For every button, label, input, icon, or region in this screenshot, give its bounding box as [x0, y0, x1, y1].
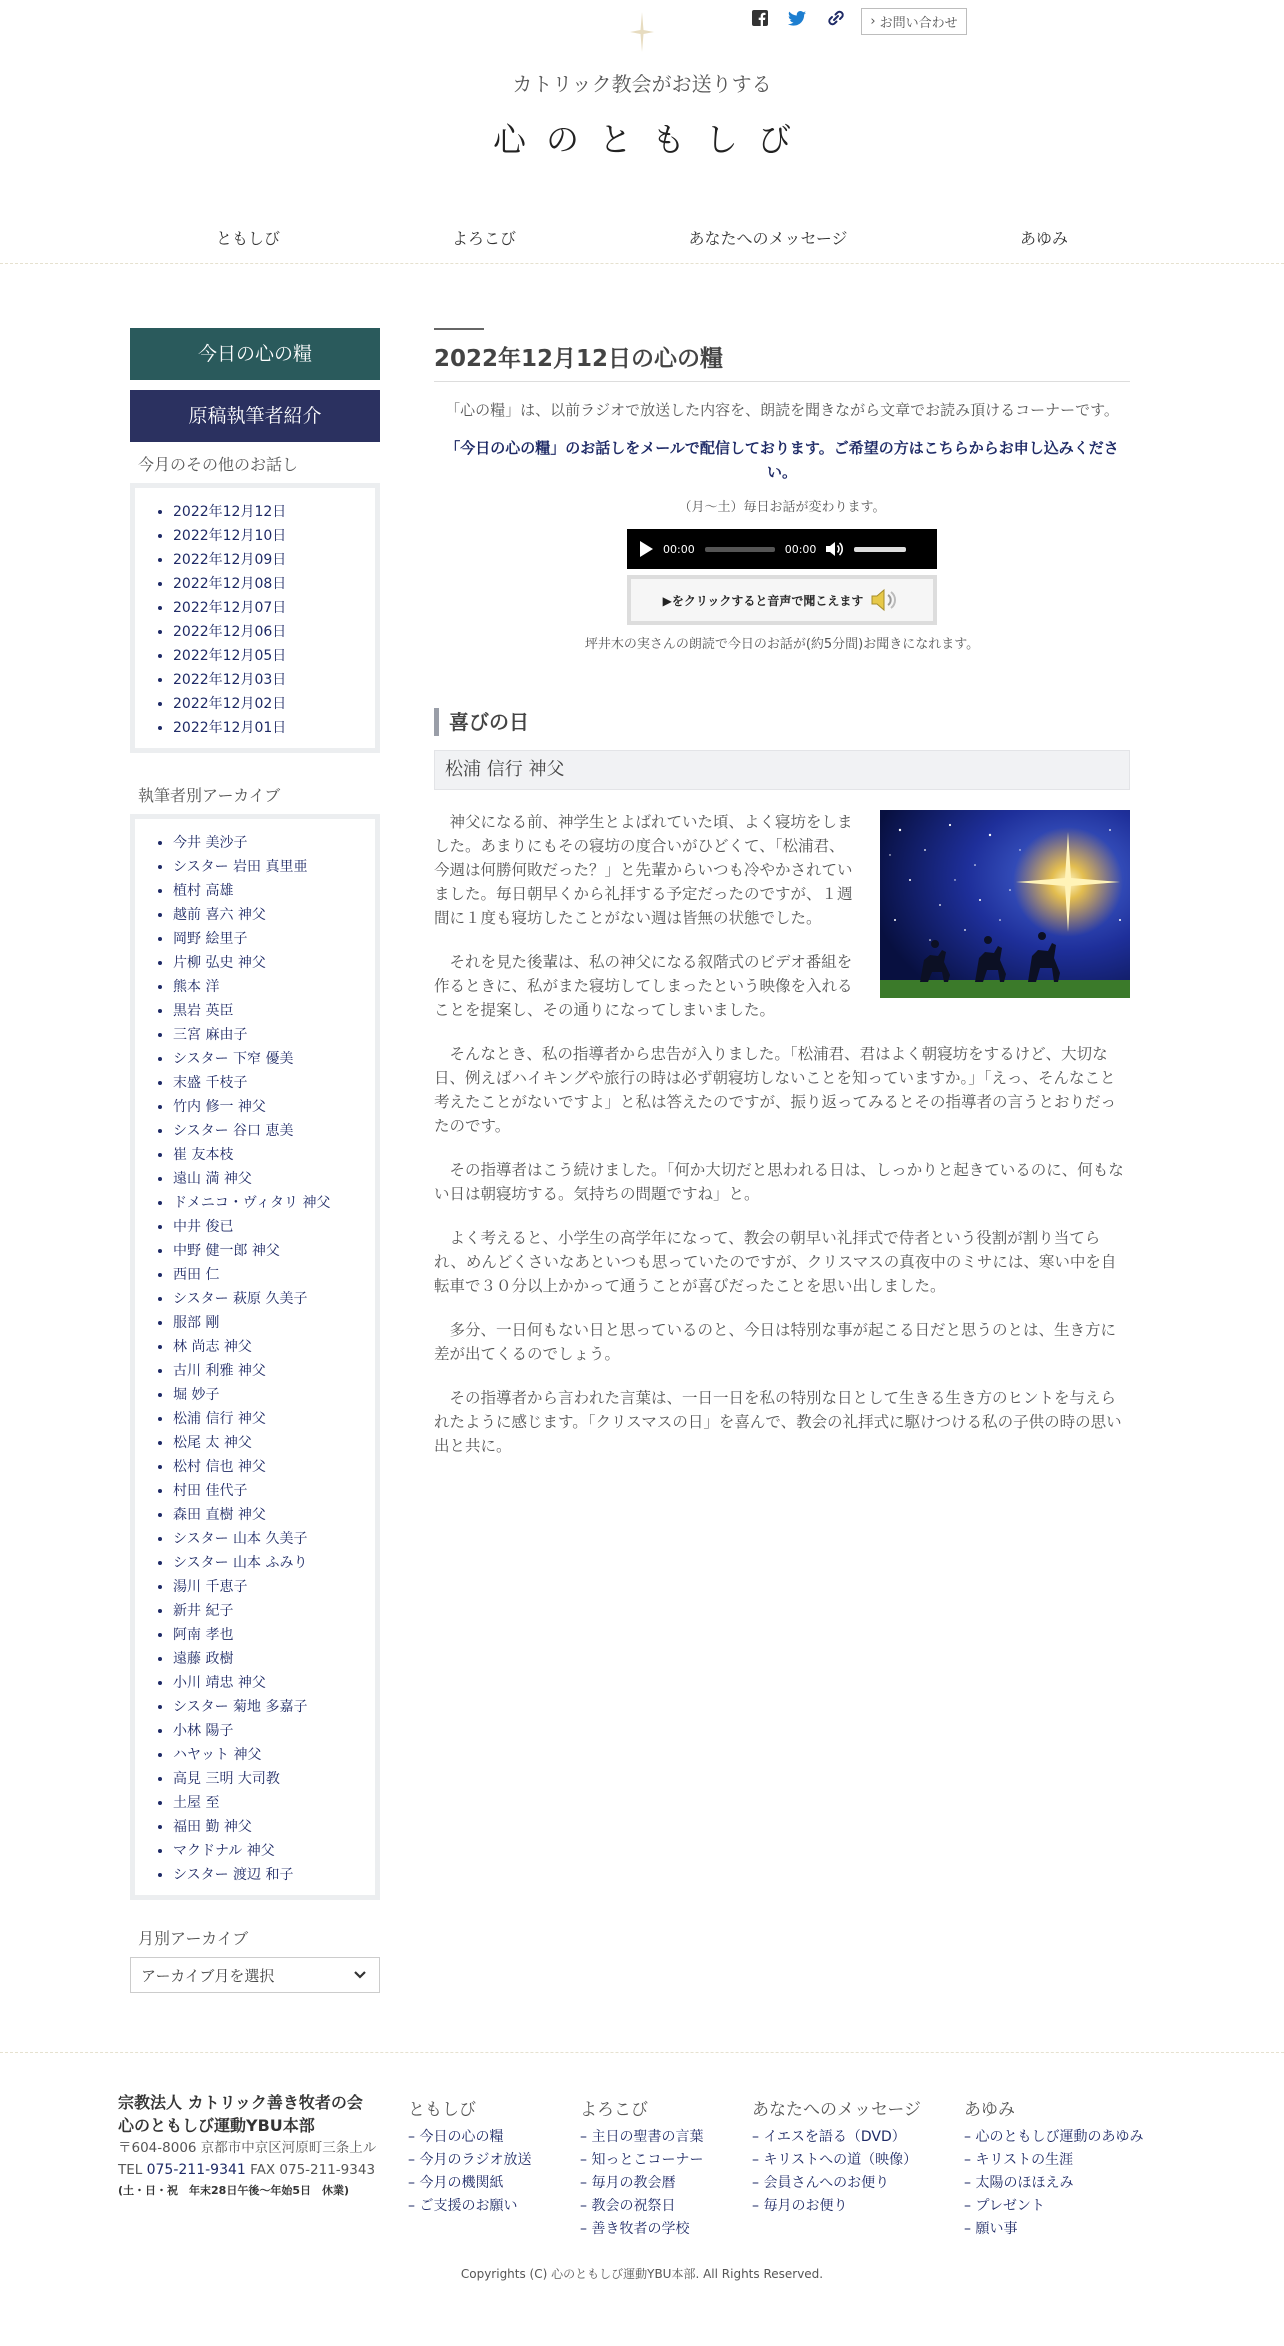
author-link[interactable]: • 崔 友本枝 — [173, 1143, 375, 1167]
author-link[interactable]: • 高見 三明 大司教 — [173, 1767, 375, 1791]
dates-list-box — [130, 483, 380, 753]
footer-link-label: 善き牧者の学校 — [591, 2221, 690, 2237]
author-link[interactable]: • シスター 岩田 真里亜 — [173, 855, 375, 879]
site-title[interactable]: 心のともしび — [493, 120, 811, 159]
nav-item-message[interactable]: あなたへのメッセージ — [688, 229, 848, 248]
story-paragraph: それを見た後輩は、私の神父になる叙階式のビデオ番組を作るときに、私がまた寝坊してしまったという映像を入れることを提案し、その通りになってしまいました。 — [434, 953, 853, 1019]
footer-col-heading: あなたへのメッセージ — [752, 2100, 921, 2120]
footer-link[interactable] — [964, 2195, 1143, 2218]
author-link[interactable]: • 村田 佳代子 — [173, 1479, 375, 1503]
date-link[interactable]: • 2022年12月01日 — [173, 716, 375, 740]
daily-note: （月～土）毎日お話が変わります。 — [678, 500, 886, 515]
author-link[interactable]: • ドメニコ・ヴィタリ 神父 — [173, 1191, 375, 1215]
footer-link[interactable] — [752, 2172, 921, 2195]
author-link[interactable]: • シスター 萩原 久美子 — [173, 1287, 375, 1311]
dash-icon: – — [580, 2152, 592, 2168]
org-contact — [118, 2159, 398, 2181]
nav-item-ayumi[interactable]: あゆみ — [1019, 229, 1069, 248]
author-link[interactable]: • シスター 下窄 優美 — [173, 1047, 375, 1071]
author-link[interactable]: • 黒岩 英臣 — [173, 999, 375, 1023]
author-link[interactable]: • 松村 信也 神父 — [173, 1455, 375, 1479]
site-header — [0, 0, 1284, 264]
dates-list — [135, 500, 375, 740]
dash-icon: – — [580, 2175, 592, 2191]
footer-link[interactable] — [752, 2149, 921, 2172]
story-paragraph: 神父になる前、神学生とよばれていた頃、よく寝坊をしました。あまりにもその寝坊の度合いがひどくて、「松浦君、今週は何勝何敗だった？」と先輩からいつも冷やかされていました。毎日朝早くから礼拝する予定だったのですが、１週間に１度も寝坊したことがない週は皆無の状態でした。 — [434, 813, 853, 927]
link-icon[interactable] — [826, 10, 846, 26]
footer-link-label: キリストへの道（映像） — [763, 2152, 918, 2168]
author-link[interactable]: • 末盛 千枝子 — [173, 1071, 375, 1095]
footer-link-label: 太陽のほほえみ — [975, 2175, 1074, 2191]
footer-link[interactable] — [408, 2195, 531, 2218]
dash-icon: – — [964, 2129, 976, 2145]
sparkle-icon — [630, 12, 654, 52]
tel-number[interactable]: 075-211-9341 — [146, 2162, 246, 2178]
twitter-icon[interactable] — [788, 11, 806, 26]
dash-icon: – — [408, 2129, 420, 2145]
dash-icon: – — [408, 2175, 420, 2191]
author-link[interactable]: • 湯川 千恵子 — [173, 1575, 375, 1599]
monthly-archive-select[interactable] — [130, 1957, 380, 1993]
dash-icon: – — [964, 2221, 976, 2237]
footer-link-label: 会員さんへのお便り — [763, 2175, 890, 2191]
author-link[interactable]: • 熊本 洋 — [173, 975, 375, 999]
tel-label: TEL — [118, 2162, 143, 2178]
audio-player — [627, 529, 937, 569]
chevron-right-icon: › — [870, 14, 876, 29]
author-link[interactable]: • 今井 美沙子 — [173, 831, 375, 855]
authors-archive-heading: 執筆者別アーカイブ — [138, 786, 281, 805]
footer-link-label: ご支援のお願い — [419, 2198, 518, 2214]
copyright: Copyrights (C) 心のともしび運動YBU本部. All Rights Reserved. — [460, 2267, 824, 2281]
dash-icon: – — [752, 2175, 764, 2191]
contact-button[interactable] — [861, 8, 967, 35]
main-content — [434, 328, 1130, 1478]
footer-link[interactable] — [964, 2149, 1143, 2172]
audio-current-time: 00:00 — [663, 542, 695, 556]
audio-progress-slider[interactable] — [705, 547, 775, 552]
footer-link[interactable] — [408, 2149, 531, 2172]
author-link[interactable]: • 西田 仁 — [173, 1263, 375, 1287]
chevron-down-icon — [353, 1970, 367, 1980]
date-link[interactable]: • 2022年12月03日 — [173, 668, 375, 692]
author-link[interactable]: • 植村 高雄 — [173, 879, 375, 903]
dash-icon: – — [752, 2198, 764, 2214]
author-link[interactable]: • 堀 妙子 — [173, 1383, 375, 1407]
author-link[interactable]: • 中井 俊已 — [173, 1215, 375, 1239]
footer-link-label: イエスを語る（DVD） — [763, 2129, 906, 2145]
fax-number: FAX 075-211-9343 — [250, 2162, 376, 2178]
date-link[interactable]: • 2022年12月10日 — [173, 524, 375, 548]
author-link[interactable]: • 越前 喜六 神父 — [173, 903, 375, 927]
author-link[interactable]: • 岡野 絵里子 — [173, 927, 375, 951]
footer-link[interactable] — [964, 2218, 1143, 2241]
footer-col-heading: ともしび — [408, 2100, 476, 2120]
archive-select-value: アーカイブ月を選択 — [141, 1966, 275, 1985]
footer-link-label: 今月の機関紙 — [419, 2175, 504, 2191]
footer-links — [580, 2126, 703, 2241]
author-link[interactable]: • 松尾 太 神父 — [173, 1431, 375, 1455]
date-link[interactable]: • 2022年12月08日 — [173, 572, 375, 596]
volume-slider[interactable] — [854, 547, 906, 552]
reader-note: 坪井木の実さんの朗読で今日のお話が(約5分間)お聞きになれます。 — [584, 637, 980, 652]
footer-link[interactable] — [964, 2126, 1143, 2149]
story-paragraph: よく考えると、小学生の高学年になって、教会の朝早い礼拝式で侍者という役割が割り当てられ、めんどくさいなあといつも思っていたのですが、クリスマスの真夜中のミサには、寒い中を自転車で３０分以上かかって通うことが喜びだったことを思い出しました。 — [434, 1229, 1117, 1295]
story-paragraph: その指導者から言われた言葉は、一日一日を私の特別な日として生きる生き方のヒントを与えられたように感じます。「クリスマスの日」を喜んで、教会の礼拝式に駆けつける私の子供の時の思い出と共に。 — [434, 1389, 1122, 1455]
other-stories-heading: 今月のその他のお話し — [138, 455, 299, 474]
author-link[interactable]: • 遠山 満 神父 — [173, 1167, 375, 1191]
footer-link[interactable] — [580, 2126, 703, 2149]
date-link[interactable]: • 2022年12月09日 — [173, 548, 375, 572]
social-links — [752, 10, 846, 26]
dash-icon: – — [408, 2198, 420, 2214]
author-name: 松浦 信行 神父 — [434, 750, 1130, 790]
footer-col-tomoshibi — [408, 2095, 531, 2218]
story-title: 喜びの日 — [434, 708, 1130, 736]
story-body — [434, 810, 1130, 1458]
author-link[interactable]: • 阿南 孝也 — [173, 1623, 375, 1647]
story-paragraph: 多分、一日何もない日と思っているのと、今日は特別な事が起こる日だと思うのとは、生き方に差が出てくるのでしょう。 — [434, 1321, 1117, 1363]
contact-label: お問い合わせ — [879, 16, 958, 31]
dash-icon: – — [408, 2152, 420, 2168]
footer-link-label: キリストの生涯 — [975, 2152, 1074, 2168]
footer-link[interactable] — [408, 2126, 531, 2149]
author-link[interactable]: • 土屋 至 — [173, 1791, 375, 1815]
author-link[interactable]: • シスター 谷口 恵美 — [173, 1119, 375, 1143]
author-link[interactable]: • シスター 山本 久美子 — [173, 1527, 375, 1551]
footer-link-label: 主日の聖書の言葉 — [591, 2129, 704, 2145]
mail-subscribe-link[interactable]: 「今日の心の糧」のお話しをメールで配信しております。ご希望の方はこちらからお申し込みください。 — [445, 439, 1119, 481]
footer-col-heading: よろこび — [580, 2100, 648, 2120]
footer-links — [964, 2126, 1143, 2241]
dash-icon: – — [580, 2198, 592, 2214]
intro-text: 「心の糧」は、以前ラジオで放送した内容を、朗読を聞きながら文章でお読み頂けるコーナーです。 — [445, 401, 1119, 419]
author-link[interactable]: • シスター 渡辺 和子 — [173, 1863, 375, 1887]
authors-list — [135, 831, 375, 1887]
dash-icon: – — [964, 2175, 976, 2191]
author-link[interactable]: • 福田 勤 神父 — [173, 1815, 375, 1839]
author-link[interactable]: • 古川 利雅 神父 — [173, 1359, 375, 1383]
date-link[interactable]: • 2022年12月05日 — [173, 644, 375, 668]
footer-link-label: 心のともしび運動のあゆみ — [975, 2129, 1144, 2145]
speaker-icon — [871, 588, 901, 612]
footer-link[interactable] — [580, 2195, 703, 2218]
author-link[interactable]: • 小林 陽子 — [173, 1719, 375, 1743]
footer-link-label: 教会の祝祭日 — [591, 2198, 676, 2214]
author-link[interactable]: • 小川 靖忠 神父 — [173, 1671, 375, 1695]
author-link[interactable]: • 片柳 弘史 神父 — [173, 951, 375, 975]
dash-icon: – — [580, 2129, 592, 2145]
page-title: 2022年12月12日の心の糧 — [434, 340, 1130, 382]
footer-col-ayumi — [964, 2095, 1143, 2241]
play-icon[interactable] — [639, 541, 653, 557]
date-link[interactable]: • 2022年12月07日 — [173, 596, 375, 620]
title-accent-bar — [434, 328, 484, 330]
story-paragraph: そんなとき、私の指導者から忠告が入りました。「松浦君、君はよく朝寝坊をするけど、大切な日、例えばハイキングや旅行の時は必ず朝寝坊しないことを知っていますか。」「えっ、そんなこと考えたことがないですよ」と私は答えたのですが、振り返ってみるとその指導者の言うとおりだったのです。 — [434, 1045, 1117, 1135]
nav-item-tomoshibi[interactable]: ともしび — [215, 229, 281, 248]
author-link[interactable]: • ハヤット 神父 — [173, 1743, 375, 1767]
facebook-icon[interactable] — [752, 10, 768, 26]
author-link[interactable]: • シスター 菊地 多嘉子 — [173, 1695, 375, 1719]
footer-links — [408, 2126, 531, 2218]
author-link[interactable]: • 三宮 麻由子 — [173, 1023, 375, 1047]
author-link[interactable]: • マクドナル 神父 — [173, 1839, 375, 1863]
footer-col-yorokobi — [580, 2095, 703, 2241]
date-link[interactable]: • 2022年12月12日 — [173, 500, 375, 524]
footer-link[interactable] — [964, 2172, 1143, 2195]
footer-col-message — [752, 2095, 921, 2218]
date-link[interactable]: • 2022年12月02日 — [173, 692, 375, 716]
today-kokoro-button[interactable]: 今日の心の糧 — [130, 328, 380, 380]
sidebar — [130, 328, 380, 1993]
monthly-archive-heading: 月別アーカイブ — [138, 1929, 249, 1948]
footer-link-label: 毎月の教会暦 — [591, 2175, 676, 2191]
site-footer — [0, 2052, 1284, 2346]
footer-link[interactable] — [408, 2172, 531, 2195]
footer-link-label: プレゼント — [975, 2198, 1045, 2214]
writers-intro-button[interactable]: 原稿執筆者紹介 — [130, 390, 380, 442]
footer-link-label: 毎月のお便り — [763, 2198, 848, 2214]
footer-link[interactable] — [580, 2149, 703, 2172]
footer-link[interactable] — [752, 2195, 921, 2218]
author-link[interactable]: • 中野 健一郎 神父 — [173, 1239, 375, 1263]
organization-info — [118, 2091, 398, 2201]
dash-icon: – — [752, 2152, 764, 2168]
author-link[interactable]: • シスター 山本 ふみり — [173, 1551, 375, 1575]
dash-icon: – — [752, 2129, 764, 2145]
footer-link-label: 願い事 — [975, 2221, 1018, 2237]
author-link[interactable]: • 服部 剛 — [173, 1311, 375, 1335]
org-name-sub: 心のともしび運動YBU本部 — [118, 2116, 315, 2135]
nav-item-yorokobi[interactable]: よろこび — [451, 229, 517, 248]
dash-icon: – — [580, 2221, 592, 2237]
footer-link-label: 知っとこコーナー — [591, 2152, 704, 2168]
footer-link-label: 今月のラジオ放送 — [419, 2152, 532, 2168]
audio-duration: 00:00 — [784, 542, 817, 556]
date-link[interactable]: • 2022年12月06日 — [173, 620, 375, 644]
footer-link-label: 今日の心の糧 — [419, 2129, 504, 2145]
org-address: 〒604-8006 京都市中京区河原町三条上ル — [118, 2140, 377, 2156]
site-subtitle: カトリック教会がお送りする — [512, 72, 772, 96]
dash-icon: – — [964, 2152, 976, 2168]
authors-list-box — [130, 814, 380, 1900]
business-hours: (土・日・祝 年末28日午後〜年始5日 休業) — [118, 2184, 350, 2197]
footer-col-heading: あゆみ — [964, 2100, 1015, 2120]
footer-links — [752, 2126, 921, 2218]
three-kings-star-image — [880, 810, 1130, 998]
author-link[interactable]: • 竹内 修一 神父 — [173, 1095, 375, 1119]
author-link[interactable]: • 松浦 信行 神父 — [173, 1407, 375, 1431]
footer-link[interactable] — [752, 2126, 921, 2149]
author-link[interactable]: • 森田 直樹 神父 — [173, 1503, 375, 1527]
author-link[interactable]: • 遠藤 政樹 — [173, 1647, 375, 1671]
org-name: 宗教法人 カトリック善き牧者の会 — [118, 2093, 363, 2112]
volume-icon[interactable] — [826, 541, 844, 557]
footer-link[interactable] — [580, 2172, 703, 2195]
author-link[interactable]: • 林 尚志 神父 — [173, 1335, 375, 1359]
footer-link[interactable] — [580, 2218, 703, 2241]
story-paragraph: その指導者はこう続けました。「何か大切だと思われる日は、しっかりと起きているのに、何もない日は朝寝坊する。気持ちの問題ですね」と。 — [434, 1161, 1124, 1203]
author-link[interactable]: • 新井 紀子 — [173, 1599, 375, 1623]
listen-label: ▶をクリックすると音声で聞こえます — [662, 593, 864, 608]
listen-audio-button[interactable] — [627, 575, 937, 625]
dash-icon: – — [964, 2198, 976, 2214]
